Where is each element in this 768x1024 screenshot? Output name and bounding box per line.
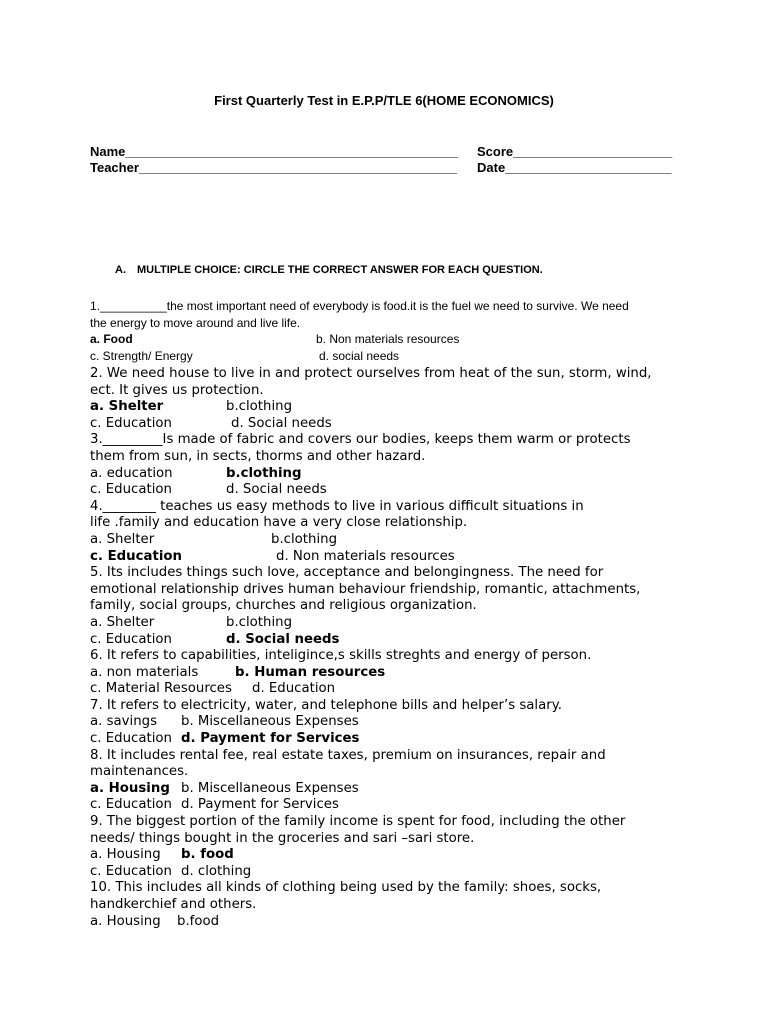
choice-row bbox=[90, 797, 690, 814]
choice-row bbox=[90, 914, 690, 931]
question-item bbox=[90, 880, 690, 930]
question-text: 9. The biggest portion of the family income is spent for food, including the other bbox=[90, 814, 626, 830]
choice-option[interactable]: c. Education bbox=[90, 482, 172, 498]
choice-option[interactable]: c. Education bbox=[90, 863, 172, 879]
question-text: emotional relationship drives human behaviour friendship, romantic, attachments, bbox=[90, 581, 641, 597]
question-item bbox=[90, 366, 690, 432]
question-text: 2. We need house to live in and protect ourselves from heat of the sun, storm, wind, bbox=[90, 366, 652, 381]
choice-option[interactable]: d. Non materials resources bbox=[276, 548, 455, 564]
choice-row bbox=[90, 399, 690, 416]
question-item bbox=[90, 814, 690, 880]
question-text: needs/ things bought in the groceries and sari –sari store. bbox=[90, 830, 475, 846]
question-list bbox=[90, 298, 690, 930]
choice-option[interactable]: d. Social needs bbox=[226, 631, 340, 647]
question-text: ect. It gives us protection. bbox=[90, 382, 264, 398]
choice-row bbox=[90, 482, 690, 499]
question-text: the energy to move around and live life. bbox=[90, 316, 301, 330]
choice-option[interactable]: a. Housing bbox=[90, 780, 170, 796]
choice-option[interactable]: d. Payment for Services bbox=[181, 731, 360, 747]
question-text: 7. It refers to electricity, water, and telephone bills and helper’s salary. bbox=[90, 697, 562, 713]
teacher-field[interactable]: Teacher____________________________________________ bbox=[90, 160, 458, 175]
choice-option[interactable]: c. Education bbox=[90, 797, 172, 813]
question-text: 4.________ teaches us easy methods to live in various difficult situations in bbox=[90, 498, 584, 514]
choice-option[interactable]: b.clothing bbox=[226, 614, 293, 630]
choice-row bbox=[90, 349, 690, 366]
choice-row bbox=[90, 847, 690, 864]
choice-option[interactable]: a. Shelter bbox=[90, 614, 155, 630]
choice-row bbox=[90, 864, 690, 881]
choice-row bbox=[90, 781, 690, 798]
question-text: 6. It refers to capabilities, inteligince,s skills streghts and energy of person. bbox=[90, 648, 592, 664]
question-text: maintenances. bbox=[90, 764, 189, 780]
test-title: First Quarterly Test in E.P.P/TLE 6(HOME ECONOMICS) bbox=[214, 93, 554, 108]
choice-option[interactable]: a. savings bbox=[90, 714, 158, 730]
choice-option[interactable]: d. Education bbox=[252, 681, 336, 697]
choice-row bbox=[90, 731, 690, 748]
choice-option[interactable]: b. Miscellaneous Expenses bbox=[181, 714, 359, 730]
question-text: 5. Its includes things such love, acceptance and belongingness. The need for bbox=[90, 565, 604, 581]
choice-option[interactable]: a. Shelter bbox=[90, 531, 155, 547]
choice-option[interactable]: a. non materials bbox=[90, 664, 199, 680]
choice-option[interactable]: b. food bbox=[181, 847, 234, 863]
choice-option[interactable]: a. Housing bbox=[90, 913, 161, 929]
choice-option[interactable]: b.clothing bbox=[271, 531, 338, 547]
choice-option[interactable]: b.clothing bbox=[226, 399, 293, 415]
question-text: 3._________Is made of fabric and covers our bodies, keeps them warm or protects bbox=[90, 432, 631, 448]
question-text: them from sun, in sects, thorms and other hazard. bbox=[90, 448, 426, 464]
section-letter: A. bbox=[115, 264, 126, 276]
choice-option[interactable]: c. Strength/ Energy bbox=[90, 349, 193, 363]
choice-row bbox=[90, 665, 690, 682]
choice-option[interactable]: d. Payment for Services bbox=[181, 797, 339, 813]
choice-option[interactable]: c. Education bbox=[90, 731, 172, 747]
question-text: 1.__________the most important need of everybody is food.it is the fuel we need to survive. We need bbox=[90, 299, 629, 313]
choice-row bbox=[90, 466, 690, 483]
section-instruction: MULTIPLE CHOICE: CIRCLE THE CORRECT ANSWER FOR EACH QUESTION. bbox=[137, 264, 543, 276]
choice-option[interactable]: d. social needs bbox=[319, 349, 400, 363]
section-heading bbox=[115, 264, 543, 276]
question-item bbox=[90, 432, 690, 498]
choice-option[interactable]: a. Food bbox=[90, 332, 133, 346]
choice-option[interactable]: b. Miscellaneous Expenses bbox=[181, 780, 359, 796]
choice-option[interactable]: d. Social needs bbox=[226, 482, 327, 498]
choice-option[interactable]: a. Housing bbox=[90, 847, 161, 863]
name-field[interactable]: Name______________________________________________ bbox=[90, 144, 458, 159]
choice-option[interactable]: b. Non materials resources bbox=[316, 332, 460, 346]
choice-option[interactable]: c. Material Resources bbox=[90, 681, 232, 697]
score-field[interactable]: Score______________________ bbox=[477, 144, 673, 159]
choice-row bbox=[90, 532, 690, 549]
date-field[interactable]: Date_______________________ bbox=[477, 160, 672, 175]
choice-option[interactable]: c. Education bbox=[90, 631, 172, 647]
choice-option[interactable]: a. education bbox=[90, 465, 173, 481]
question-item bbox=[90, 499, 690, 565]
choice-row bbox=[90, 332, 690, 349]
choice-option[interactable]: c. Education bbox=[90, 415, 172, 431]
question-item bbox=[90, 698, 690, 748]
choice-option[interactable]: b.clothing bbox=[226, 465, 302, 481]
question-item bbox=[90, 565, 690, 648]
choice-option[interactable]: c. Education bbox=[90, 548, 183, 564]
choice-option[interactable]: b.food bbox=[177, 913, 220, 929]
question-text: 10. This includes all kinds of clothing being used by the family: shoes, socks, bbox=[90, 880, 602, 896]
choice-option[interactable]: d. clothing bbox=[181, 863, 252, 879]
choice-row bbox=[90, 416, 690, 433]
choice-row bbox=[90, 549, 690, 566]
choice-option[interactable]: b. Human resources bbox=[235, 664, 386, 680]
question-text: handkerchief and others. bbox=[90, 897, 257, 912]
question-text: 8. It includes rental fee, real estate taxes, premium on insurances, repair and bbox=[90, 747, 606, 763]
choice-row bbox=[90, 615, 690, 632]
question-text: family, social groups, churches and religious organization. bbox=[90, 598, 477, 614]
choice-row bbox=[90, 714, 690, 731]
question-text: life .family and education have a very close relationship. bbox=[90, 515, 468, 531]
question-item bbox=[90, 298, 690, 366]
choice-option[interactable]: a. Shelter bbox=[90, 399, 164, 415]
choice-row bbox=[90, 632, 690, 649]
question-item bbox=[90, 648, 690, 698]
choice-row bbox=[90, 681, 690, 698]
choice-option[interactable]: d. Social needs bbox=[231, 415, 332, 431]
question-item bbox=[90, 748, 690, 814]
